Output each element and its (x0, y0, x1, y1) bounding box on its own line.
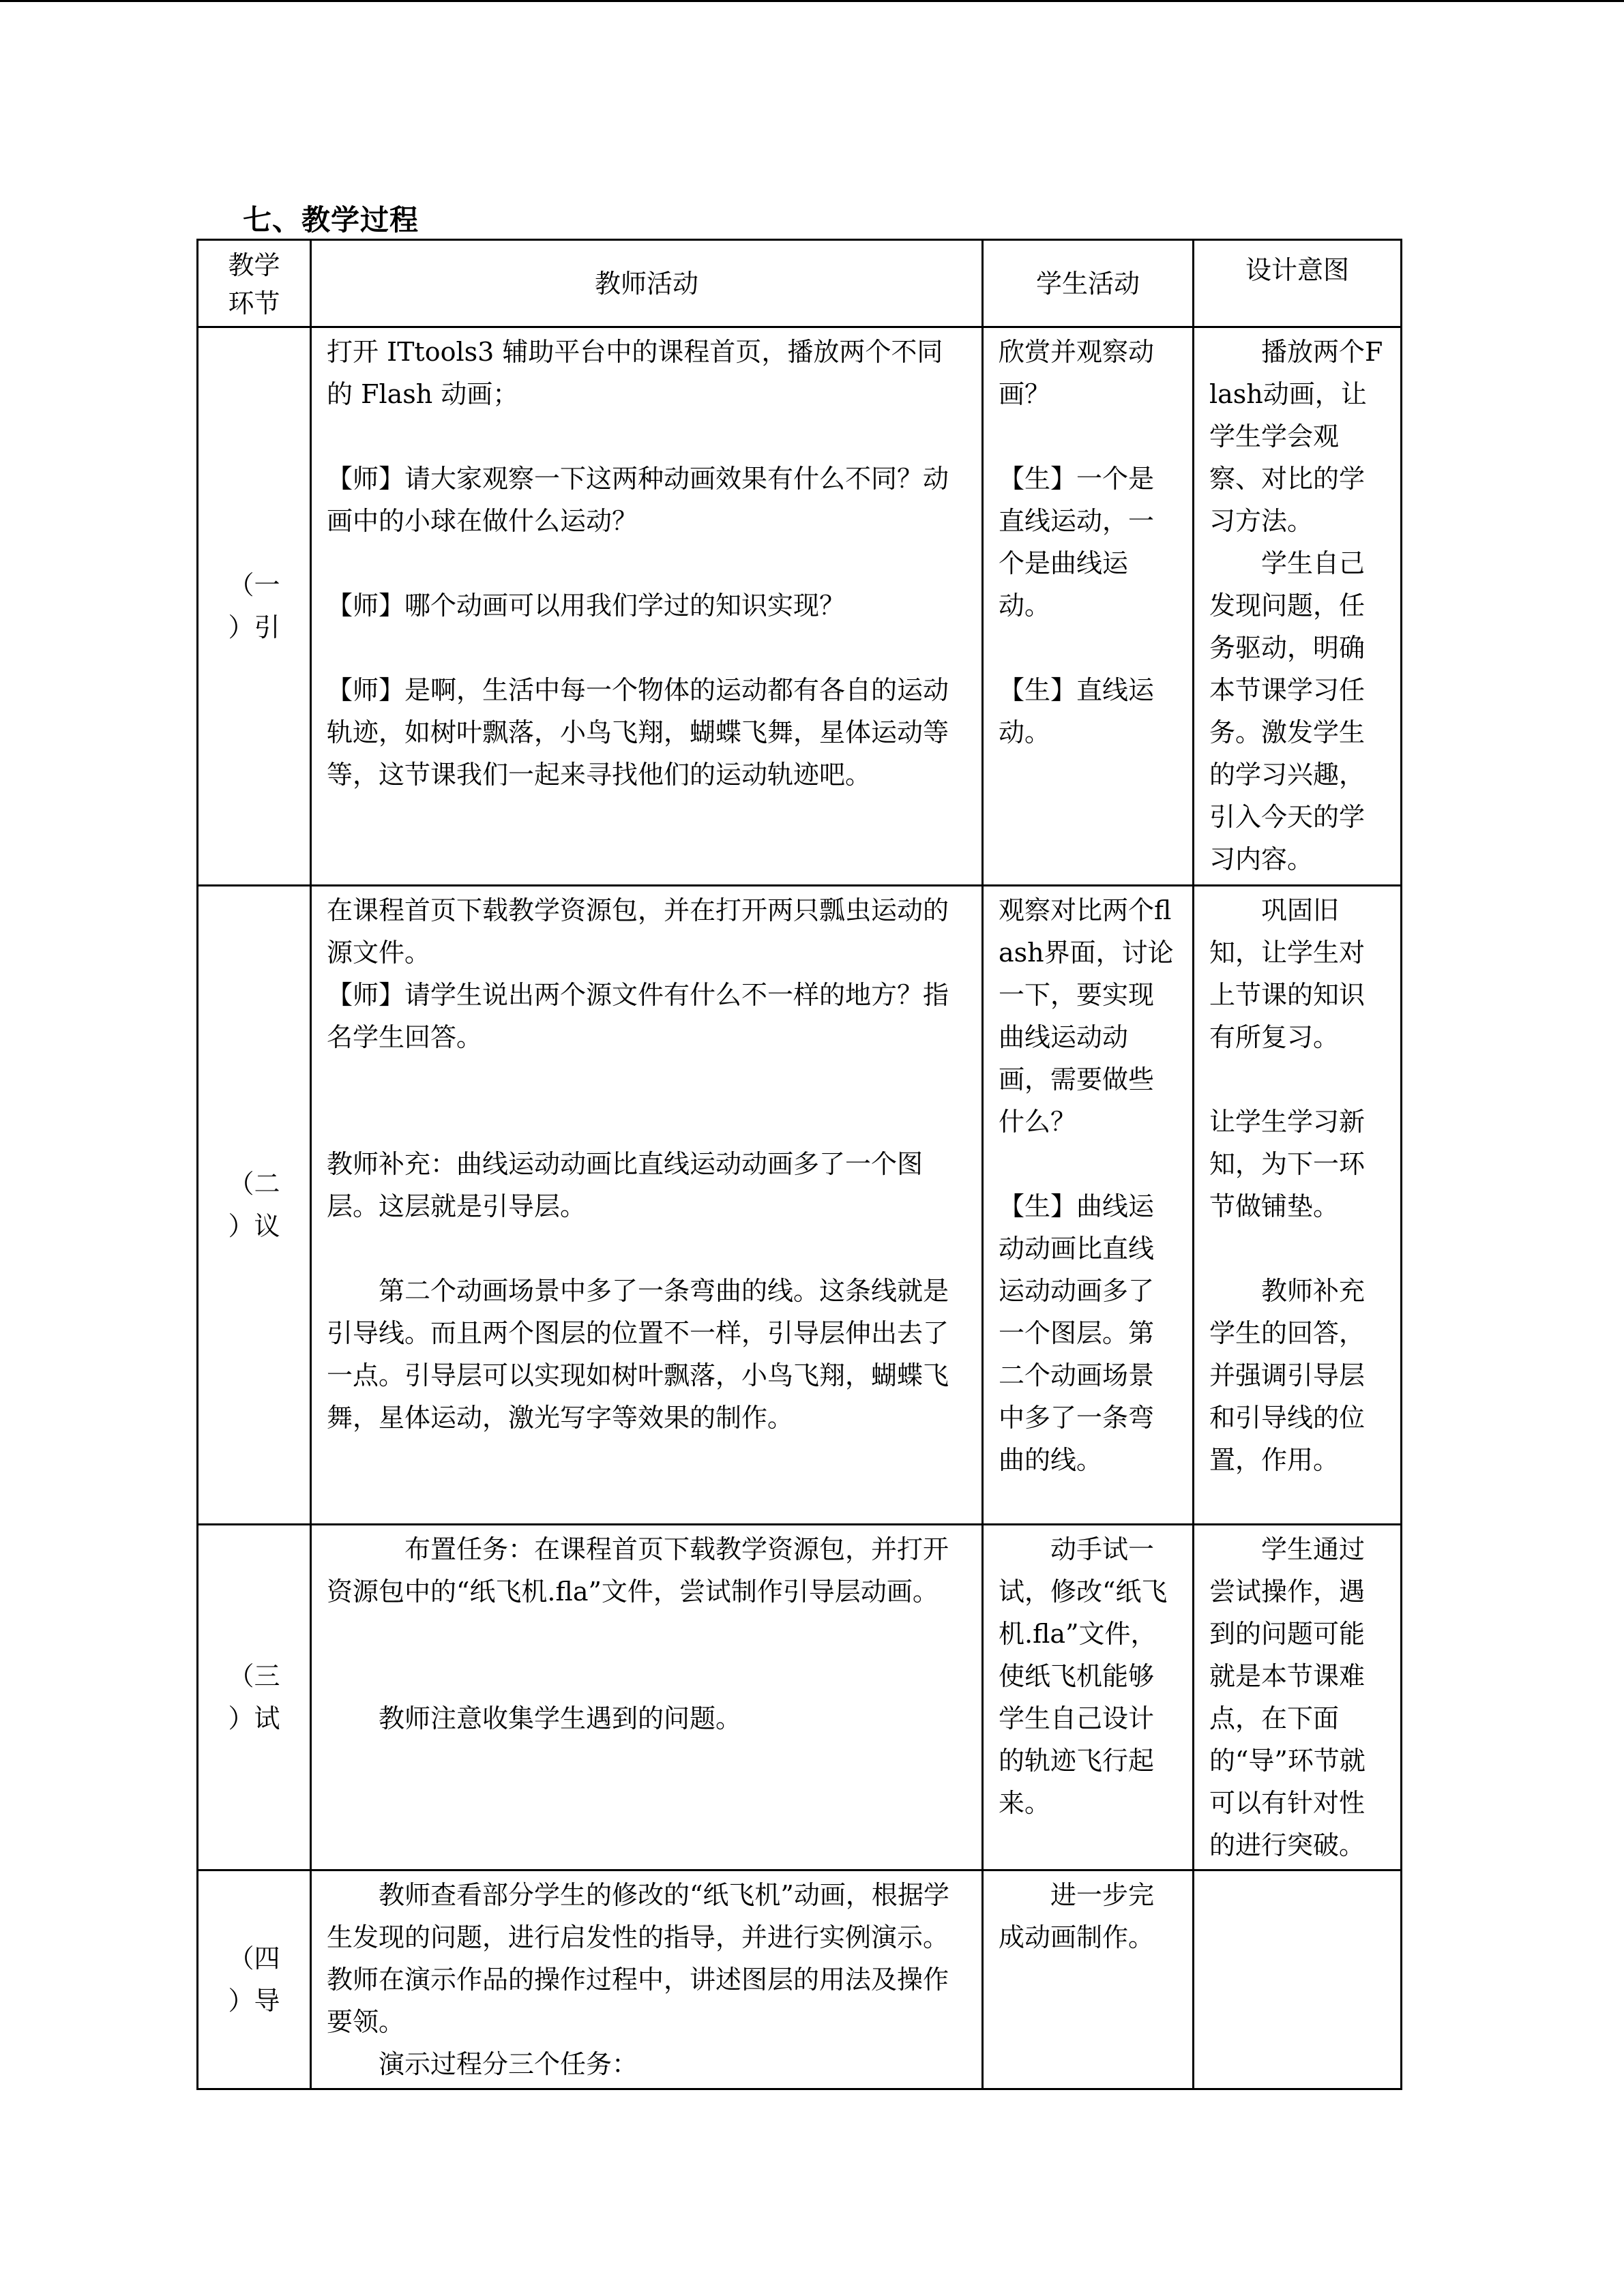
design-1-p2: 学生自己发现问题，任务驱动，明确本节课学习任务。激发学生的学习兴趣，引入今天的学习内容。 (1209, 548, 1365, 874)
student-cell-2 (983, 886, 1194, 1525)
student-4-p1: 进一步完成动画制作。 (999, 1880, 1155, 1952)
teacher-4-p2: 演示过程分三个任务： (379, 2049, 638, 2079)
student-2-p2: 【生】曲线运动动画比直线运动动画多了一个图层。第二个动画场景中多了一条弯曲的线。 (999, 1191, 1155, 1475)
design-cell-4 (1194, 1870, 1402, 2089)
design-2-p3: 教师补充学生的回答，并强调引导层和引导线的位置，作用。 (1209, 1276, 1365, 1475)
teacher-cell-3 (311, 1525, 983, 1870)
stage-4-line2: ）导 (228, 1986, 280, 2016)
design-cell-2 (1194, 886, 1402, 1525)
design-2-p1: 巩固旧知，让学生对上节课的知识有所复习。 (1209, 895, 1365, 1052)
design-3-p1: 学生通过尝试操作，遇到的问题可能就是本节课难点，在下面的“导”环节就可以有针对性的进行突破。 (1209, 1534, 1365, 1860)
teacher-1-p3: 【师】哪个动画可以用我们学过的知识实现？ (327, 591, 846, 621)
stage-2-line1: （二 (228, 1169, 280, 1199)
table-row-stage-1 (198, 327, 1402, 886)
stage-cell-3 (198, 1525, 311, 1870)
student-2-p1: 观察对比两个flash界面，讨论一下，要实现曲线运动动画，需要做些什么？ (999, 895, 1174, 1137)
stage-cell-1 (198, 327, 311, 886)
header-stage (198, 240, 311, 327)
stage-cell-2 (198, 886, 311, 1525)
page-top-border (0, 0, 1624, 2)
header-student-activity: 学生活动 (983, 240, 1194, 327)
teacher-2-p4: 第二个动画场景中多了一条弯曲的线。这条线就是引导线。而且两个图层的位置不一样，引导层伸出去了一点。引导层可以实现如树叶飘落，小鸟飞翔，蝴蝶飞舞，星体运动，激光写字等效果的制作。 (327, 1276, 949, 1433)
teacher-2-p3: 教师补充：曲线运动动画比直线运动动画多了一个图层。这层就是引导层。 (327, 1149, 924, 1221)
teacher-3-p2: 教师注意收集学生遇到的问题。 (379, 1703, 742, 1733)
header-stage-line2: 环节 (228, 288, 280, 318)
teaching-process-table (196, 239, 1402, 2090)
table-row-stage-2 (198, 886, 1402, 1525)
design-cell-1 (1194, 327, 1402, 886)
design-2-p2: 让学生学习新知，为下一环节做铺垫。 (1209, 1107, 1365, 1221)
header-design-intent: 设计意图 (1194, 240, 1402, 327)
design-1-p1: 播放两个Flash动画，让学生学会观察、对比的学习方法。 (1209, 337, 1383, 536)
header-teacher-activity: 教师活动 (311, 240, 983, 327)
stage-3-line2: ）试 (228, 1703, 280, 1733)
stage-cell-4 (198, 1870, 311, 2089)
teacher-2-p1: 在课程首页下载教学资源包，并在打开两只瓢虫运动的源文件。 (327, 895, 949, 968)
student-1-p3: 【生】直线运动。 (999, 675, 1155, 747)
teacher-4-p1: 教师查看部分学生的修改的“纸飞机”动画，根据学生发现的问题，进行启发性的指导，并进行实例演示。教师在演示作品的操作过程中，讲述图层的用法及操作要领。 (327, 1880, 949, 2037)
teacher-cell-4 (311, 1870, 983, 2089)
teacher-cell-2 (311, 886, 983, 1525)
student-3-p1: 动手试一试，修改“纸飞机.fla”文件，使纸飞机能够学生自己设计的轨迹飞行起来。 (999, 1534, 1168, 1818)
stage-1-line1: （一 (228, 570, 280, 600)
table-header-row (198, 240, 1402, 327)
student-1-p1: 欣赏并观察动画？ (999, 337, 1155, 409)
stage-1-line2: ）引 (228, 612, 280, 642)
teacher-2-p2: 【师】请学生说出两个源文件有什么不一样的地方？指名学生回答。 (327, 980, 949, 1052)
design-cell-3 (1194, 1525, 1402, 1870)
teacher-cell-1 (311, 327, 983, 886)
student-cell-1 (983, 327, 1194, 886)
stage-4-line1: （四 (228, 1943, 280, 1973)
teacher-1-p1: 打开 ITtools3 辅助平台中的课程首页，播放两个不同的 Flash 动画； (327, 337, 943, 409)
teacher-3-p1: 布置任务：在课程首页下载教学资源包，并打开资源包中的“纸飞机.fla”文件，尝试制作引导层动画。 (327, 1534, 949, 1607)
student-1-p2: 【生】一个是直线运动，一个是曲线运动。 (999, 464, 1155, 621)
student-cell-3 (983, 1525, 1194, 1870)
stage-2-line2: ）议 (228, 1211, 280, 1241)
stage-3-line1: （三 (228, 1661, 280, 1691)
header-stage-line1: 教学 (228, 250, 280, 280)
teacher-1-p4: 【师】是啊，生活中每一个物体的运动都有各自的运动轨迹，如树叶飘落，小鸟飞翔，蝴蝶飞舞，星体运动等等，这节课我们一起来寻找他们的运动轨迹吧。 (327, 675, 949, 790)
section-heading: 七、教学过程 (243, 203, 419, 237)
table-row-stage-3 (198, 1525, 1402, 1870)
teacher-1-p2: 【师】请大家观察一下这两种动画效果有什么不同？动画中的小球在做什么运动？ (327, 464, 949, 536)
table-row-stage-4 (198, 1870, 1402, 2089)
student-cell-4 (983, 1870, 1194, 2089)
